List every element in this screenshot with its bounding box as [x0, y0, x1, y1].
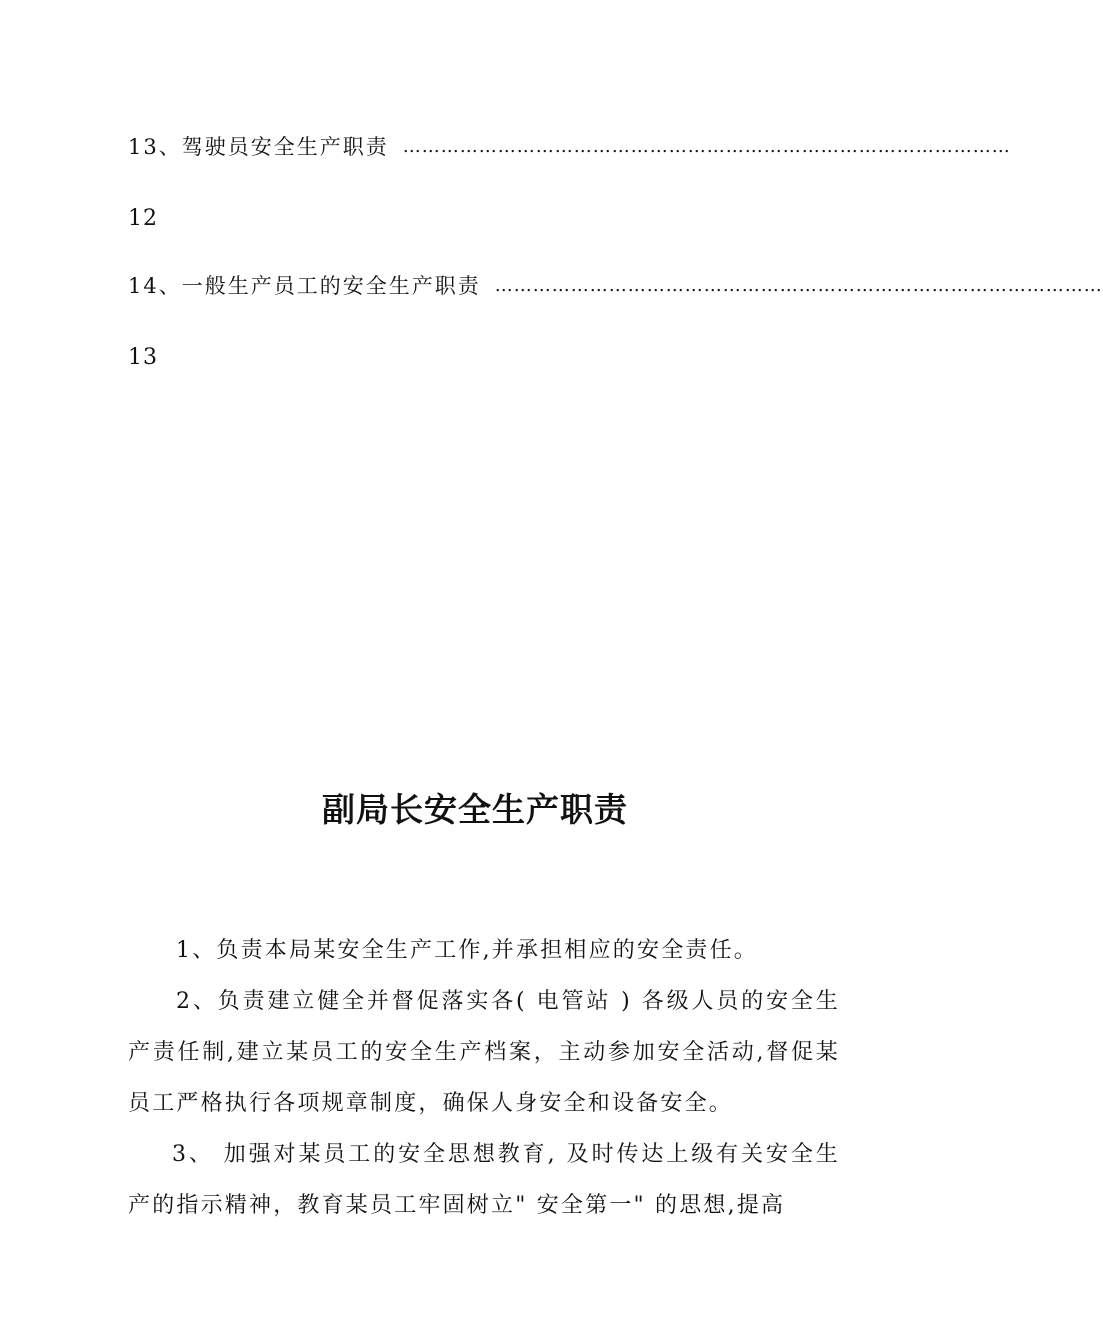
- toc-page-number: 13: [128, 345, 158, 370]
- toc-page-number: 12: [128, 206, 158, 231]
- toc-entry-13: [128, 130, 1011, 162]
- paragraph-3: 3、 加强对某员工的安全思想教育, 及时传达上级有关安全生产的指示精神，教育某员工牢固树立" 安全第一" 的思想,提高: [128, 1142, 840, 1218]
- paragraph-2: 2、负责建立健全并督促落实各( 电管站 ) 各级人员的安全生产责任制,建立某员工的安全生产档案，主动参加安全活动,督促某员工严格执行各项规章制度，确保人身安全和设备安全。: [128, 989, 840, 1116]
- toc-leader-dots: ……………………………………………………………………………………: [402, 135, 1011, 157]
- toc-leader-dots: ……………………………………………………………………………………: [494, 274, 1103, 296]
- section-title: 副局长安全生产职责: [322, 790, 628, 829]
- toc-entry-label: 14、一般生产员工的安全生产职责: [128, 274, 481, 298]
- toc-entry-14: [128, 269, 1103, 301]
- toc-entry-label: 13、驾驶员安全生产职责: [128, 135, 389, 159]
- paragraph-1: 1、负责本局某安全生产工作,并承担相应的安全责任。: [176, 938, 758, 963]
